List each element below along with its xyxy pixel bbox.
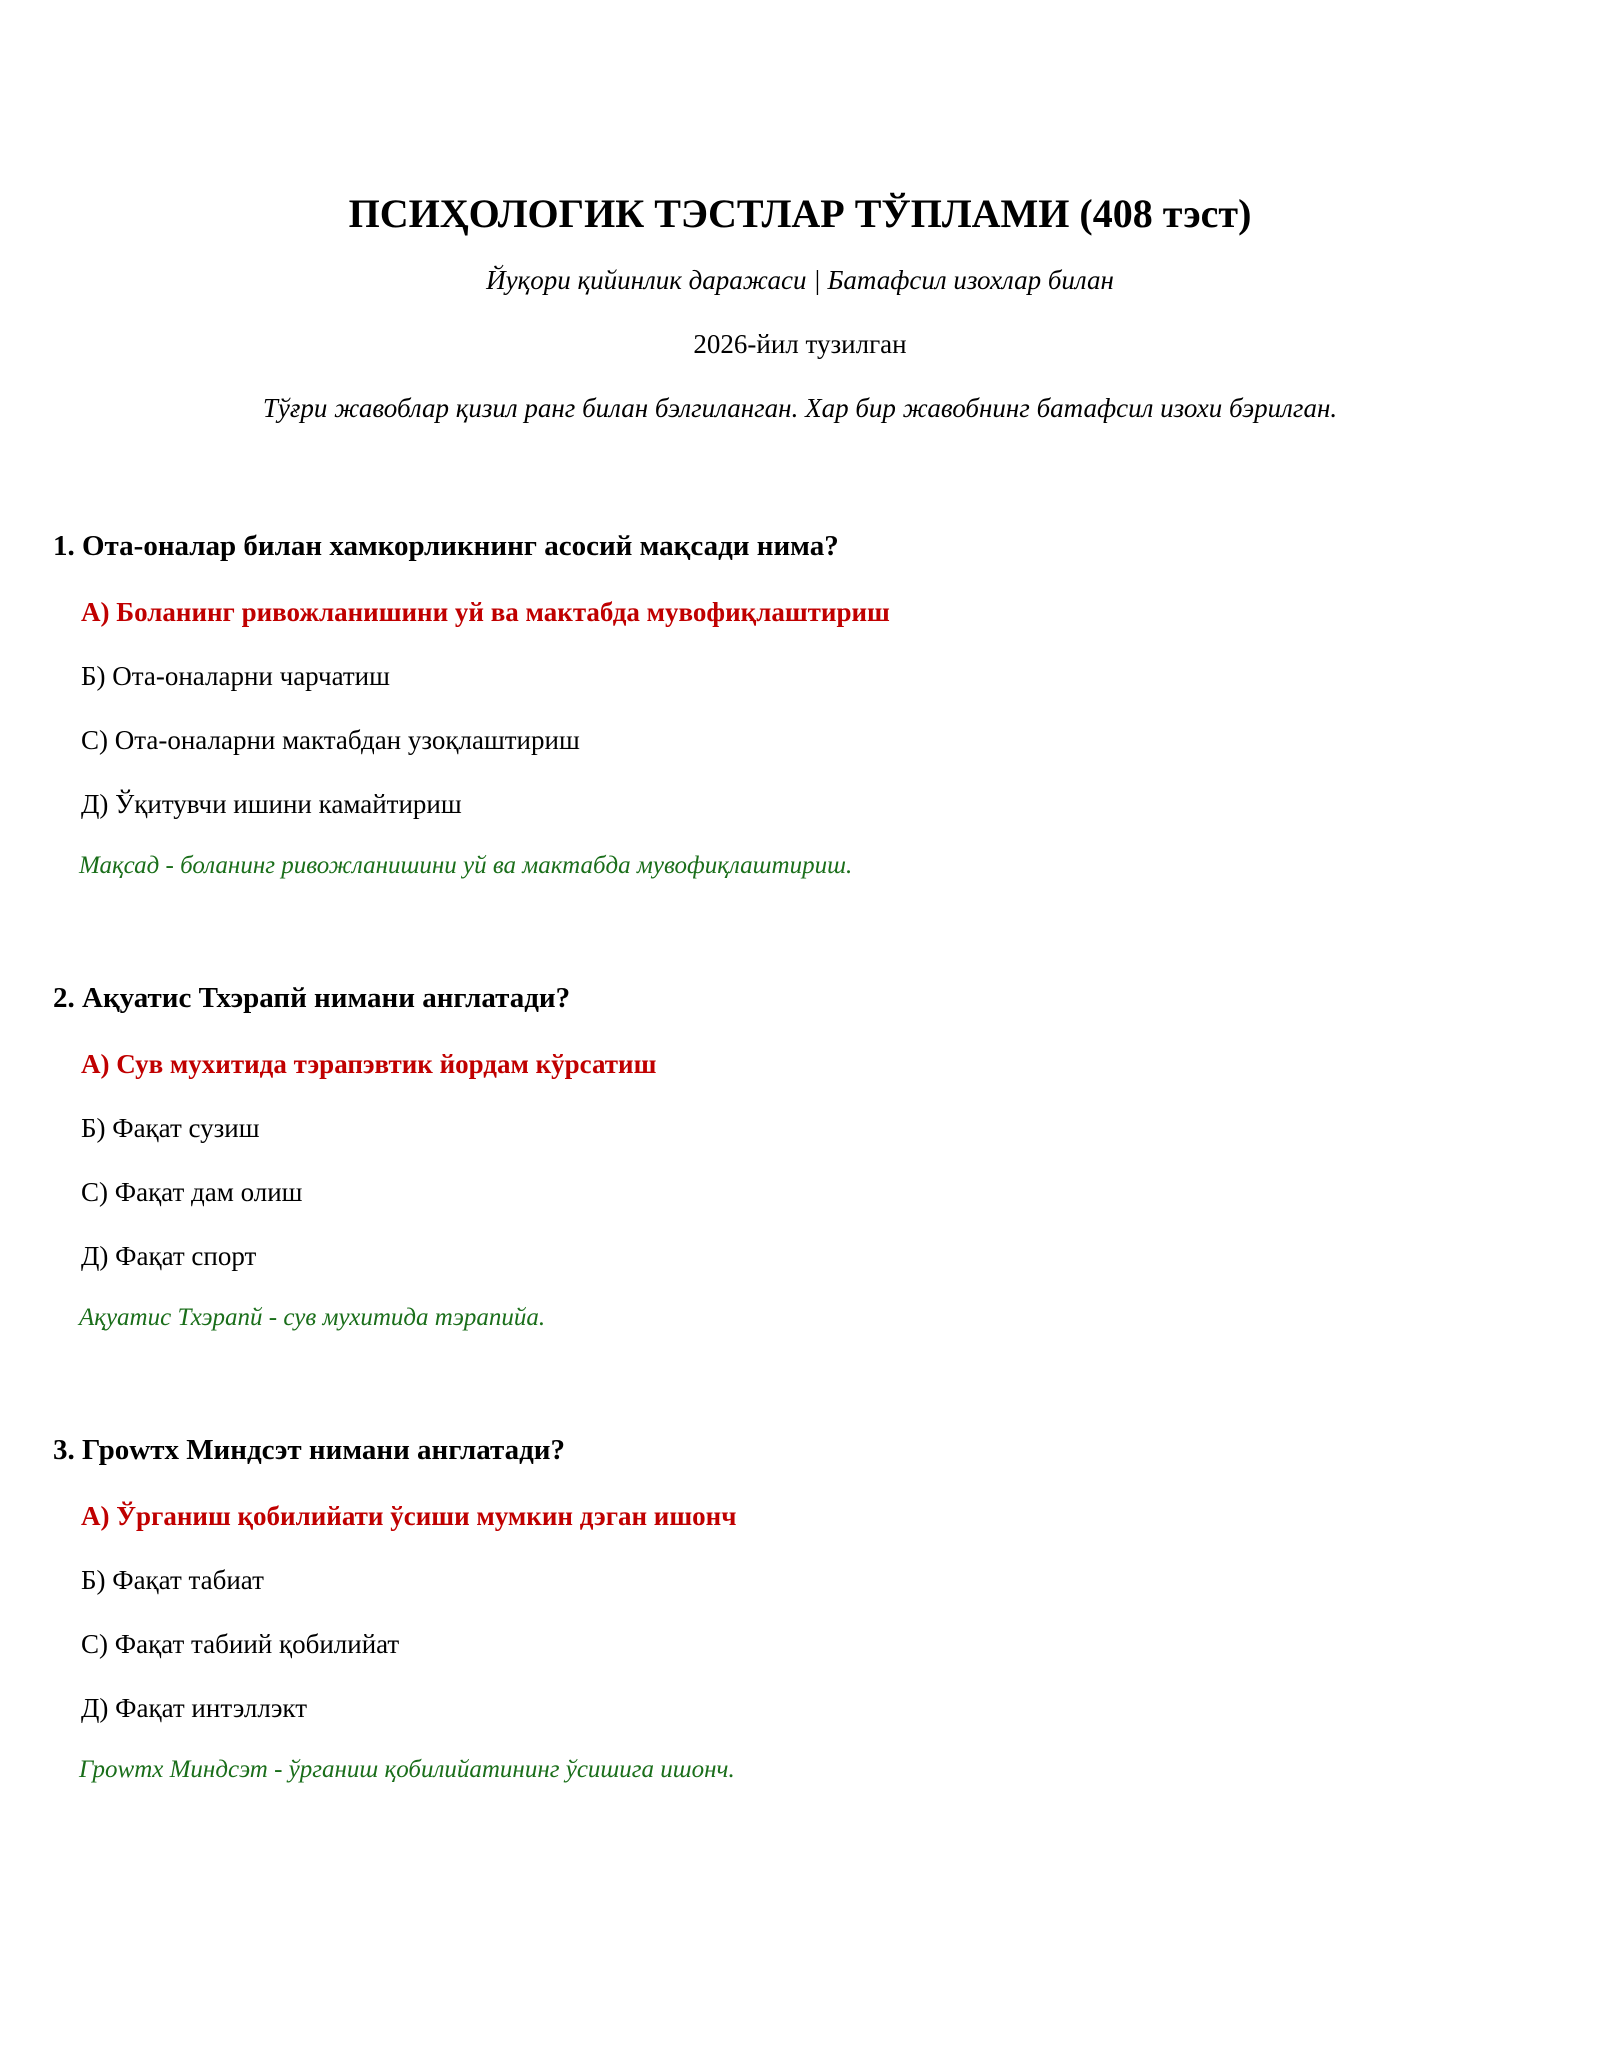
question-text: 1. Ота-оналар билан хамкорликнинг асосий мақсади нима? <box>53 530 839 562</box>
answer-option: Б) Ота-оналарни чарчатиш <box>81 661 390 691</box>
answer-option: Б) Фақат табиат <box>81 1565 264 1595</box>
answer-option: Б) Фақат сузиш <box>81 1113 260 1143</box>
page-subtitle: Йуқори қийинлик даражаси | Батафсил изохлар билан <box>486 265 1114 295</box>
answer-explanation: Гроwтх Миндсэт - ўрганиш қобилийатининг ўсишига ишонч. <box>79 1756 735 1783</box>
document-header <box>0 186 1600 426</box>
answer-option: Д) Фақат интэллэкт <box>81 1693 307 1723</box>
question-text: 3. Гроwтх Миндсэт нимани англатади? <box>53 1434 565 1466</box>
answer-option: С) Фақат табиий қобилийат <box>81 1629 400 1659</box>
question-block-1 <box>53 526 1553 886</box>
answer-option-correct: А) Ўрганиш қобилийати ўсиши мумкин дэган ишонч <box>81 1501 737 1531</box>
answer-option: Д) Ўқитувчи ишини камайтириш <box>81 789 462 819</box>
legend-note: Тўғри жавоблар қизил ранг билан бэлгиланган. Хар бир жавобнинг батафсил изохи бэрилган. <box>262 393 1338 423</box>
answer-option: С) Ота-оналарни мактабдан узоқлаштириш <box>81 725 580 755</box>
answer-option-correct: А) Сув мухитида тэрапэвтик йордам кўрсатиш <box>81 1049 657 1079</box>
question-text: 2. Ақуатис Тхэрапй нимани англатади? <box>53 982 571 1014</box>
answer-explanation: Ақуатис Тхэрапй - сув мухитида тэрапийа. <box>79 1304 546 1331</box>
question-block-3 <box>53 1430 1553 1790</box>
page-title: ПСИҲОЛОГИК ТЭСТЛАР ТЎПЛАМИ (408 тэст) <box>348 191 1252 236</box>
answer-option: С) Фақат дам олиш <box>81 1177 303 1207</box>
answer-explanation: Мақсад - боланинг ривожланишини уй ва мактабда мувофиқлаштириш. <box>79 852 853 879</box>
answer-option: Д) Фақат спорт <box>81 1241 257 1271</box>
answer-option-correct: А) Боланинг ривожланишини уй ва мактабда мувофиқлаштириш <box>81 597 890 627</box>
creation-date: 2026-йил тузилган <box>693 329 907 359</box>
question-block-2 <box>53 978 1553 1338</box>
